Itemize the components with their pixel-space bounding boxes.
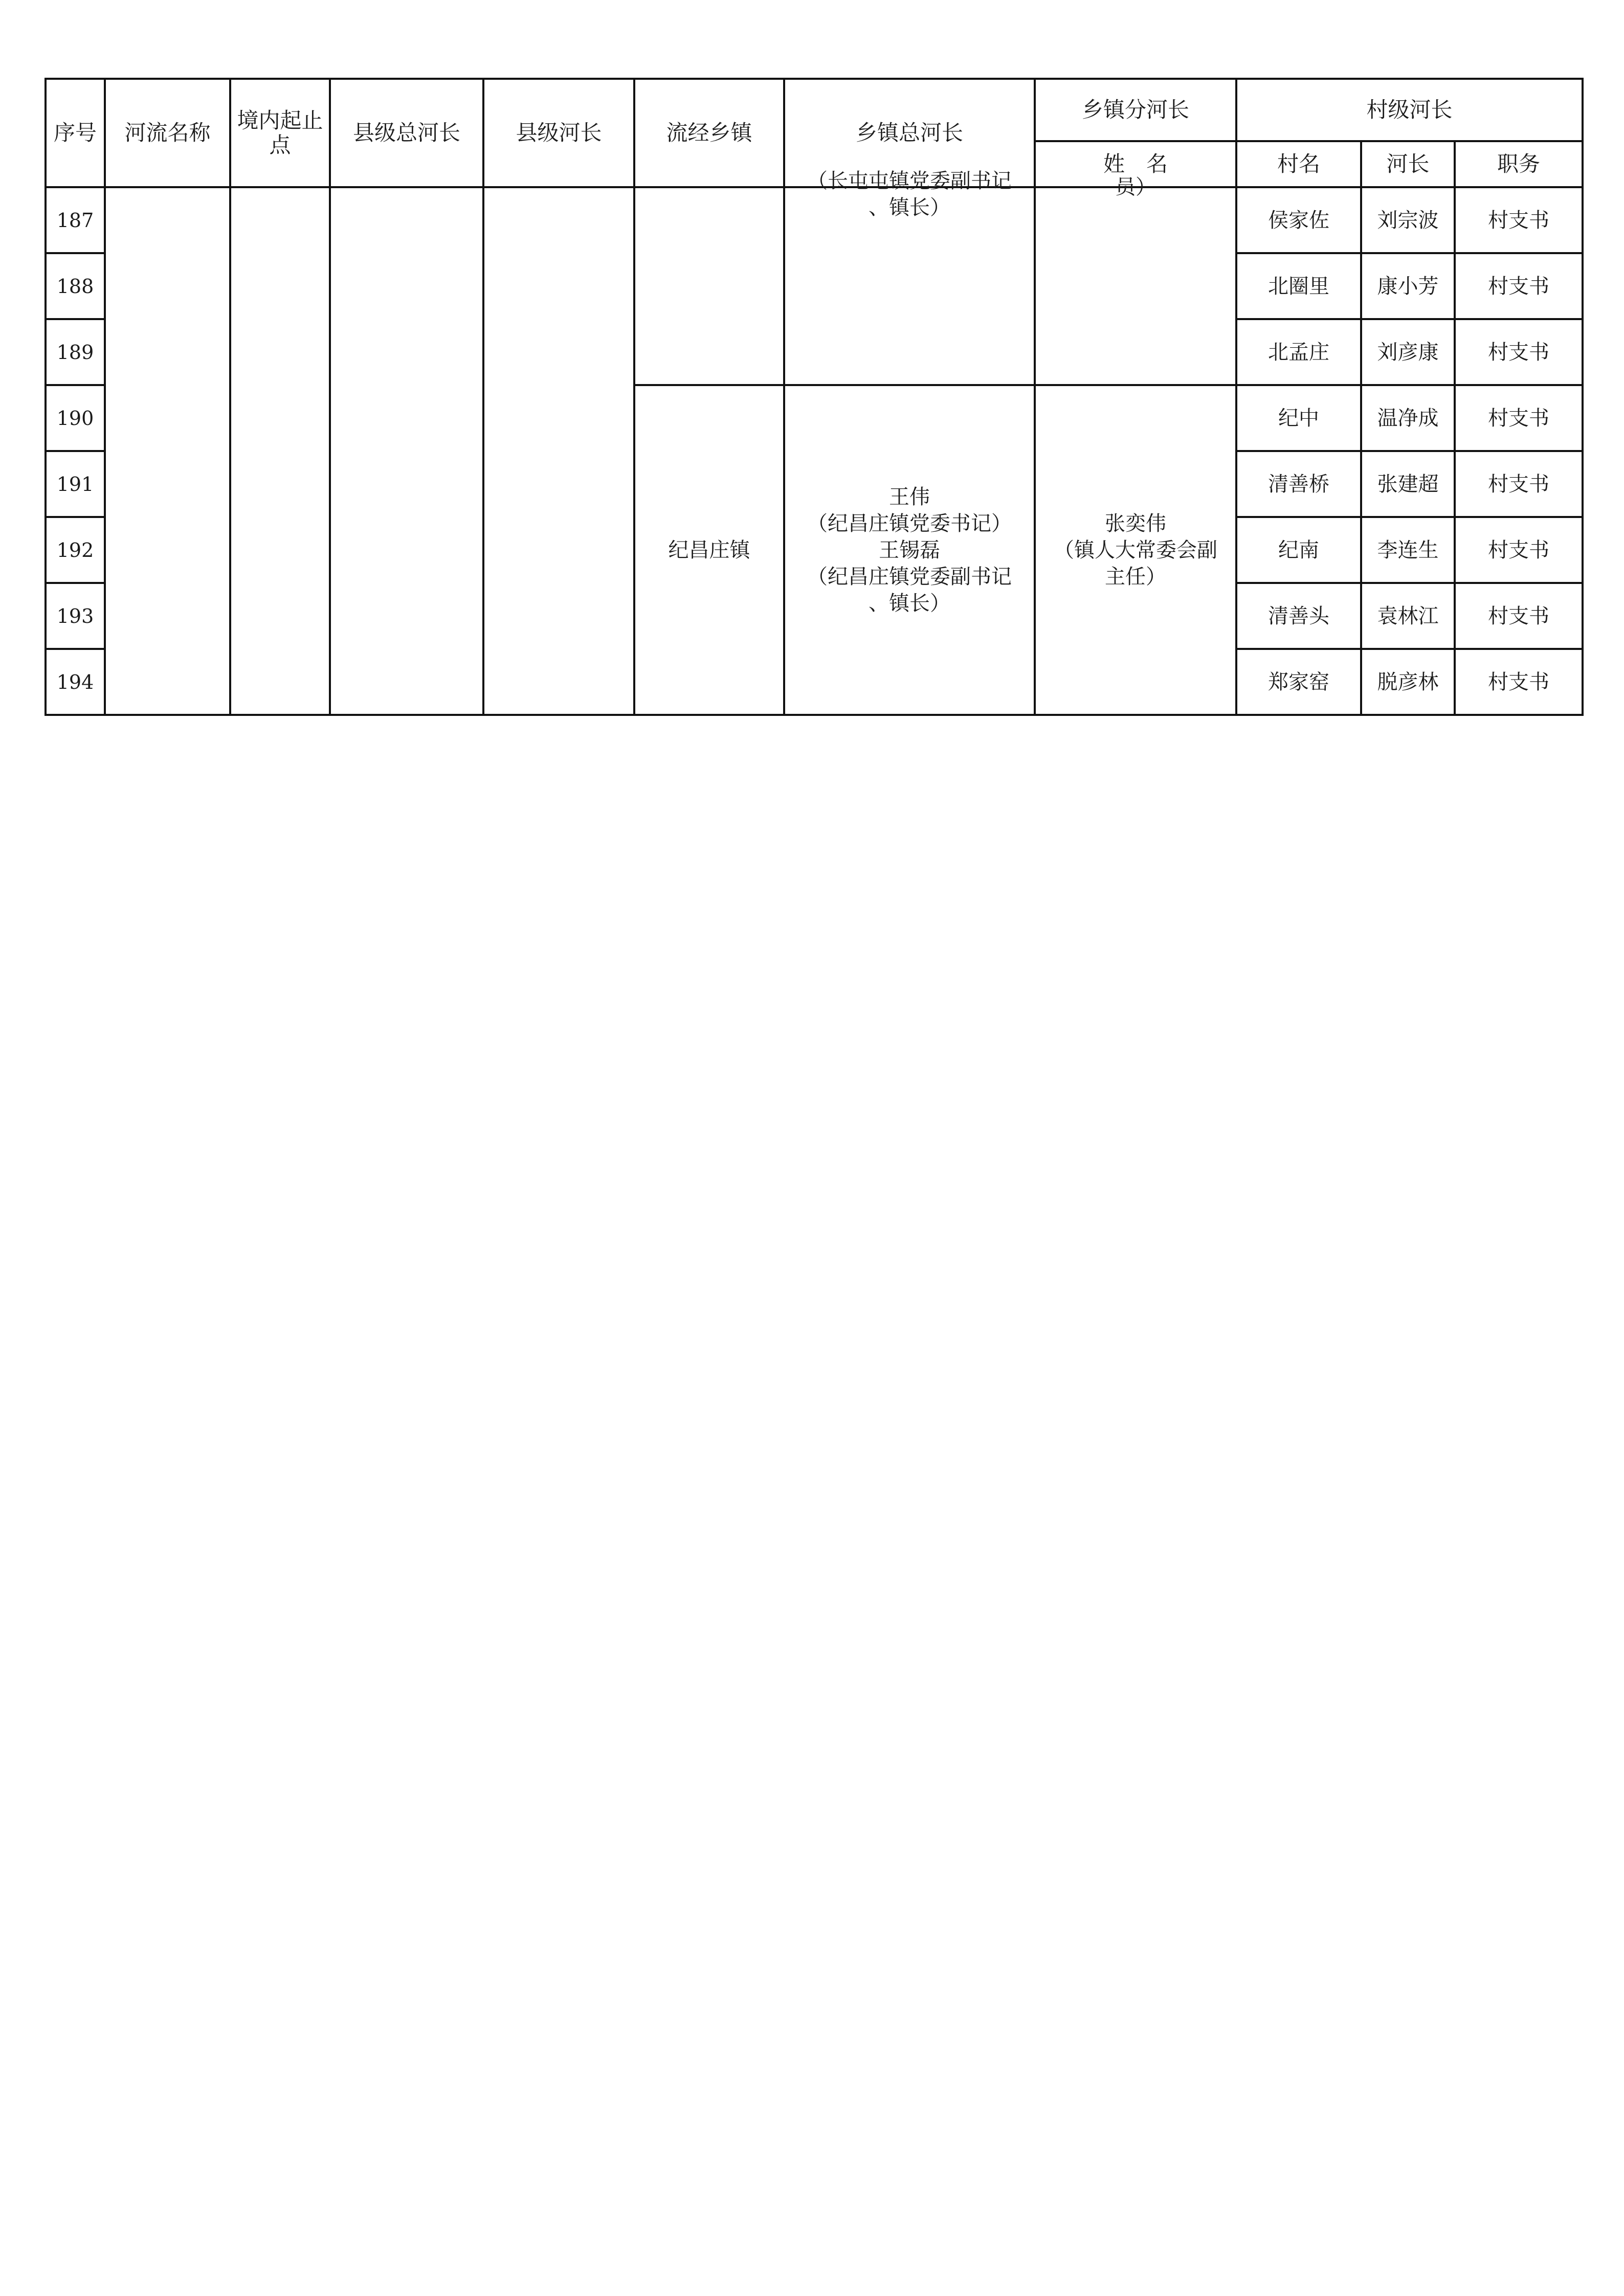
village-post-cell: 村支书 xyxy=(1455,517,1583,583)
town-chief-line: 、镇长） xyxy=(869,591,950,615)
county-river-chief-cell xyxy=(483,187,634,715)
village-name-cell: 纪南 xyxy=(1236,517,1361,583)
header-county-river-chief: 县级河长 xyxy=(483,79,634,187)
village-chief-cell: 康小芳 xyxy=(1361,253,1455,319)
seq-cell: 191 xyxy=(46,451,105,517)
village-name-cell: 郑家窑 xyxy=(1236,649,1361,715)
header-row-1 xyxy=(46,79,1583,141)
village-name-cell: 北孟庄 xyxy=(1236,319,1361,385)
village-name-cell: 清善桥 xyxy=(1236,451,1361,517)
village-chief-cell: 张建超 xyxy=(1361,451,1455,517)
header-river-name: 河流名称 xyxy=(105,79,230,187)
header-town-sub-name: 姓 名 xyxy=(1035,141,1236,187)
header-town-sub-chief: 乡镇分河长 xyxy=(1035,79,1236,141)
header-seq: 序号 xyxy=(46,79,105,187)
town-chief-last: 、镇长） xyxy=(869,196,950,219)
town-chief-cell-top xyxy=(784,169,1035,385)
header-start-end: 境内起止点 xyxy=(230,79,330,187)
village-post-cell: 村支书 xyxy=(1455,187,1583,253)
village-chief-cell: 刘宗波 xyxy=(1361,187,1455,253)
town-chief-partial: （长屯屯镇党委副书记 xyxy=(807,169,1012,193)
village-post-cell: 村支书 xyxy=(1455,253,1583,319)
town-chief-line: （纪昌庄镇党委书记） xyxy=(807,511,1012,535)
village-chief-cell: 袁林江 xyxy=(1361,583,1455,649)
town-chief-line: 王锡磊 xyxy=(879,538,940,562)
header-village-group: 村级河长 xyxy=(1236,79,1583,141)
header-village-post: 职务 xyxy=(1455,141,1583,187)
header-village-chief: 河长 xyxy=(1361,141,1455,187)
header-town-chief: 乡镇总河长 xyxy=(784,79,1035,187)
sub-chief-line: 张奕伟 xyxy=(1105,511,1166,535)
header-village-name: 村名 xyxy=(1236,141,1361,187)
table-row xyxy=(46,187,1583,253)
town-cell-ji: 纪昌庄镇 xyxy=(634,385,784,715)
village-chief-cell: 李连生 xyxy=(1361,517,1455,583)
seq-cell: 193 xyxy=(46,583,105,649)
river-chief-table xyxy=(45,78,1584,716)
village-name-cell: 纪中 xyxy=(1236,385,1361,451)
town-chief-line: 王伟 xyxy=(889,485,930,509)
town-cell-top xyxy=(634,187,784,385)
seq-cell: 187 xyxy=(46,187,105,253)
river-chief-table-sheet xyxy=(45,78,1582,716)
sub-chief-partial: 员） xyxy=(1115,175,1156,199)
village-post-cell: 村支书 xyxy=(1455,319,1583,385)
village-name-cell: 北圈里 xyxy=(1236,253,1361,319)
sub-chief-line: 主任） xyxy=(1105,565,1166,589)
river-name-cell xyxy=(105,187,230,715)
village-chief-cell: 温净成 xyxy=(1361,385,1455,451)
village-post-cell: 村支书 xyxy=(1455,649,1583,715)
seq-cell: 194 xyxy=(46,649,105,715)
seq-cell: 189 xyxy=(46,319,105,385)
village-post-cell: 村支书 xyxy=(1455,451,1583,517)
seq-cell: 190 xyxy=(46,385,105,451)
seq-cell: 192 xyxy=(46,517,105,583)
town-chief-line: （纪昌庄镇党委副书记 xyxy=(807,565,1012,589)
start-end-cell xyxy=(230,187,330,715)
town-chief-cell-ji xyxy=(784,385,1035,715)
sub-chief-line: （镇人大常委会副 xyxy=(1054,538,1217,562)
header-towns: 流经乡镇 xyxy=(634,79,784,187)
sub-chief-cell-top xyxy=(1035,175,1236,385)
village-chief-cell: 脱彦林 xyxy=(1361,649,1455,715)
village-name-cell: 清善头 xyxy=(1236,583,1361,649)
village-chief-cell: 刘彦康 xyxy=(1361,319,1455,385)
village-post-cell: 村支书 xyxy=(1455,583,1583,649)
county-chief-cell xyxy=(330,187,483,715)
sub-chief-cell-ji xyxy=(1035,385,1236,715)
header-county-chief: 县级总河长 xyxy=(330,79,483,187)
seq-cell: 188 xyxy=(46,253,105,319)
village-name-cell: 侯家佐 xyxy=(1236,187,1361,253)
village-post-cell: 村支书 xyxy=(1455,385,1583,451)
